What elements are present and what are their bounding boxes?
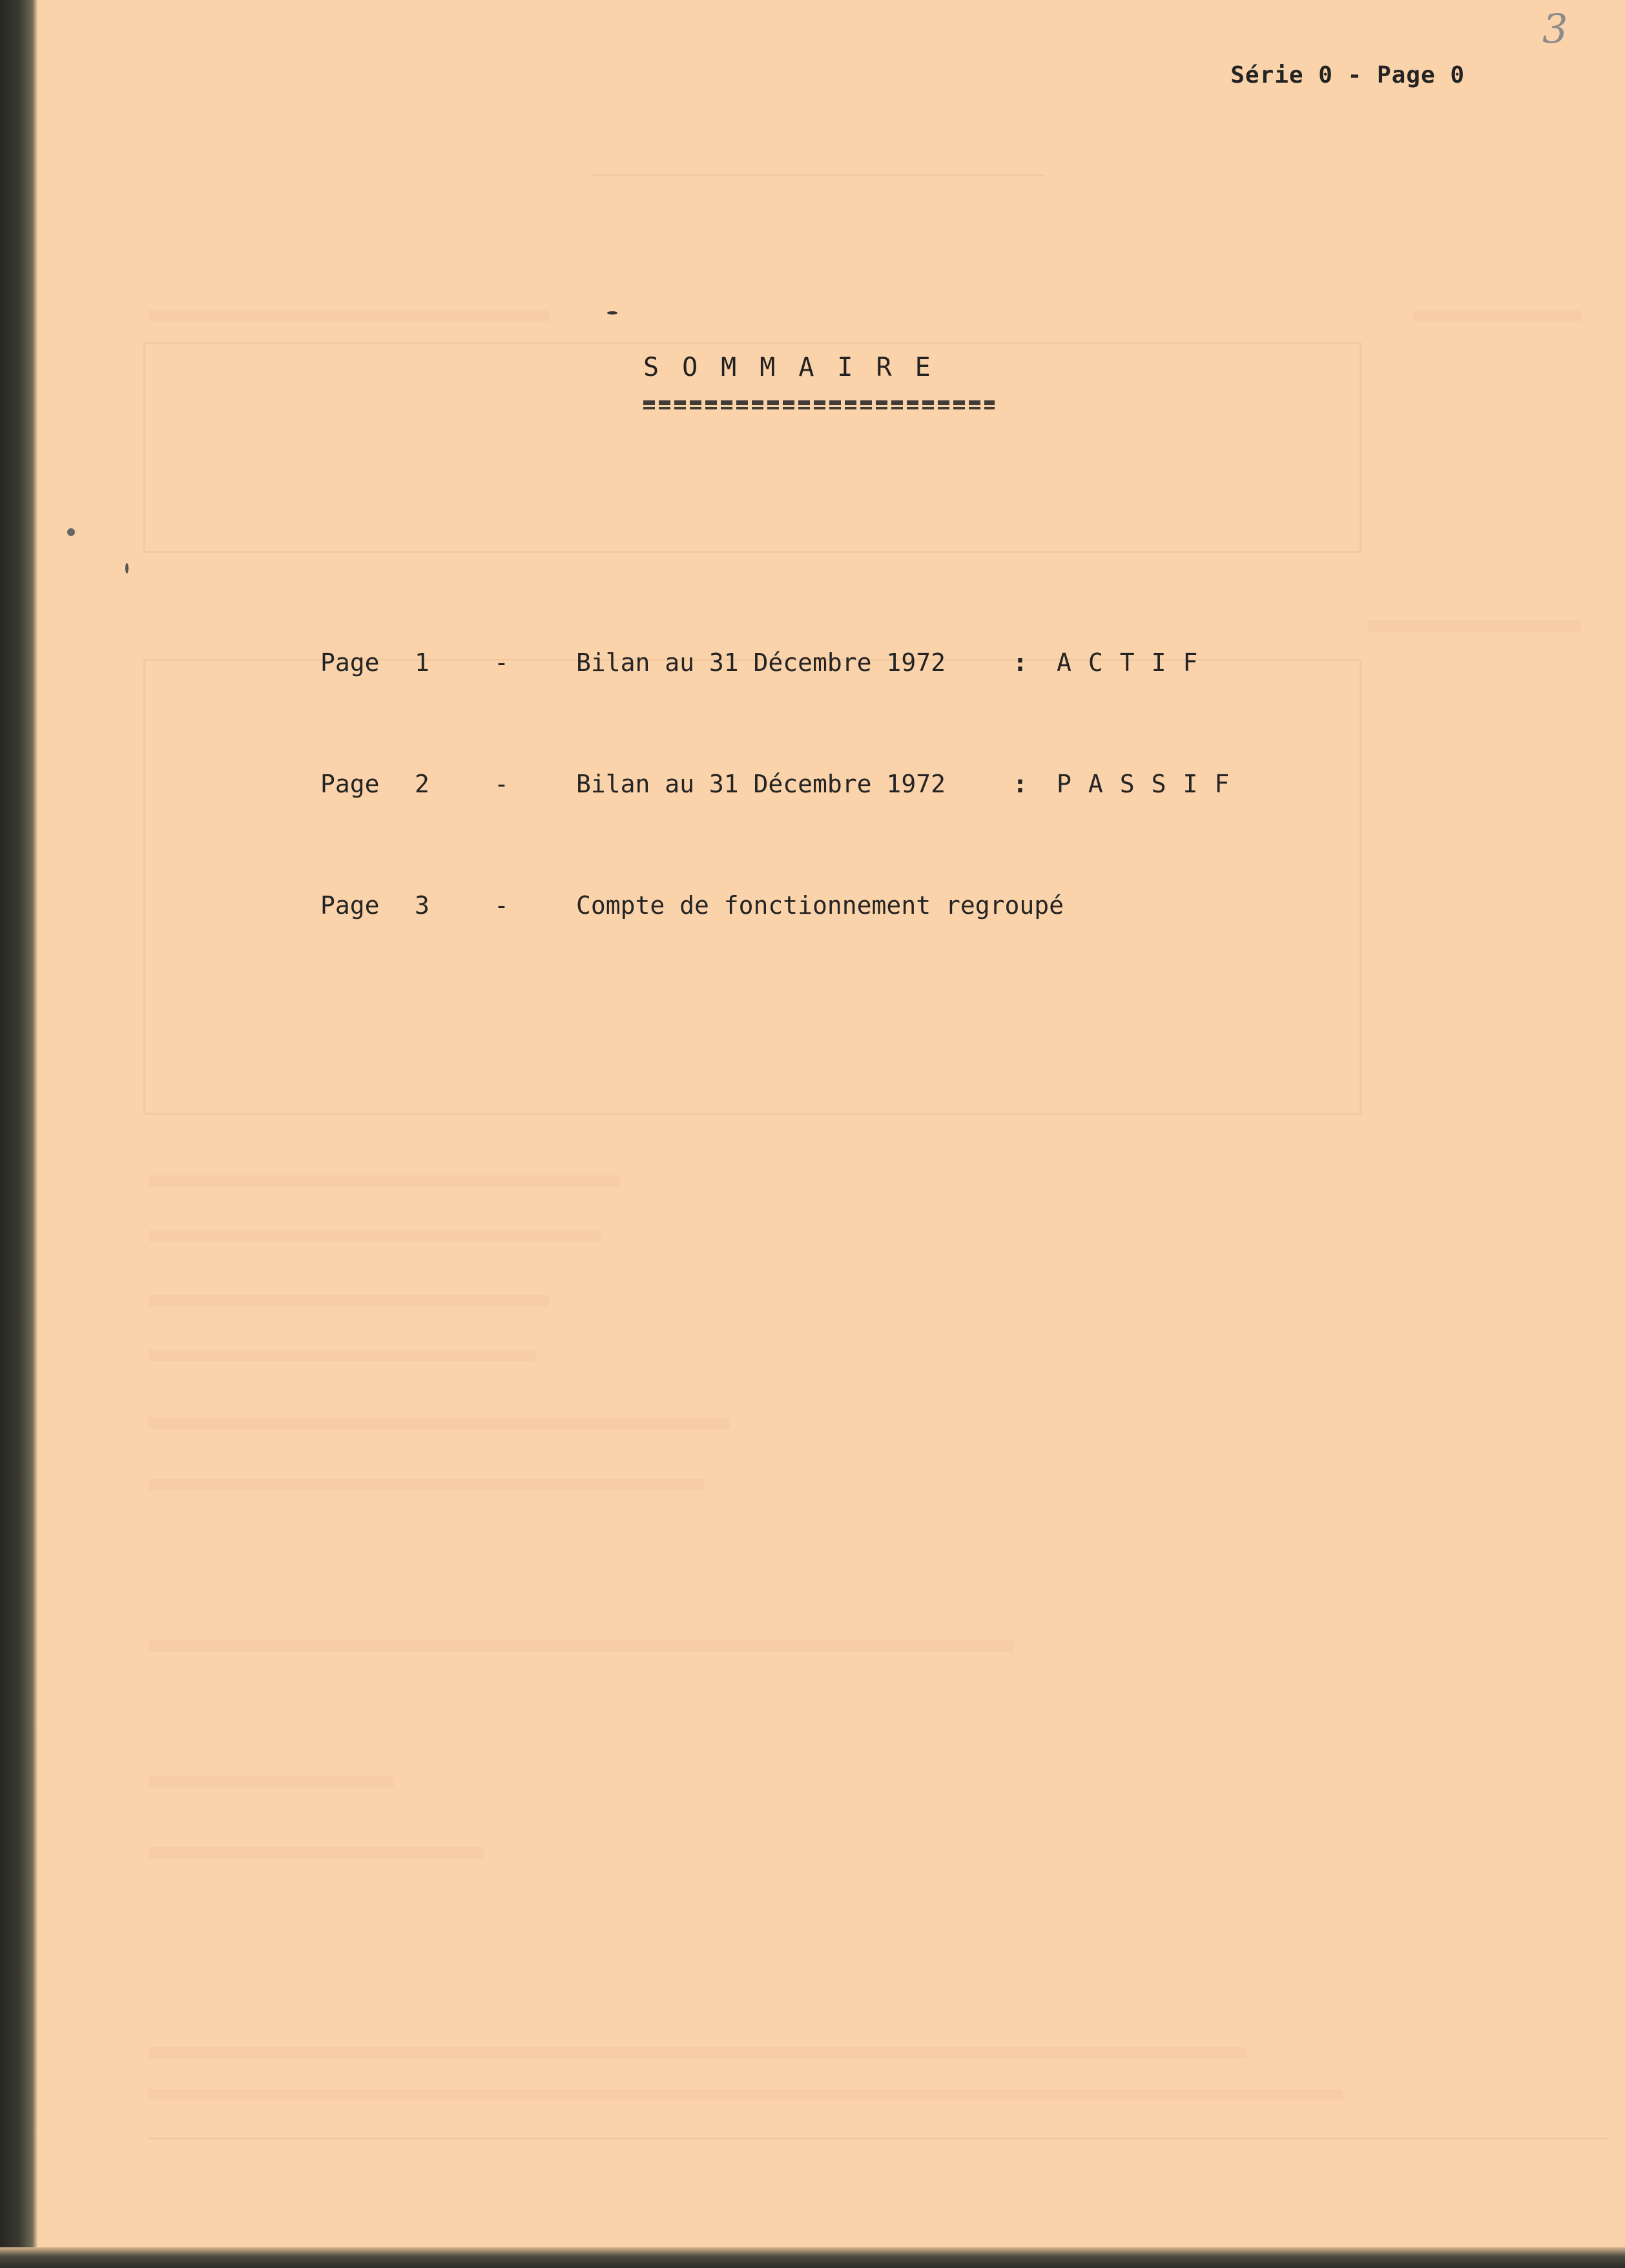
toc-colon: : <box>1013 770 1028 798</box>
show-through-line <box>149 1175 620 1187</box>
show-through-line <box>149 1295 549 1306</box>
series-page-label: Série 0 - Page 0 <box>1230 62 1465 88</box>
show-through-table-2 <box>143 659 1361 1115</box>
show-through-line <box>149 310 549 322</box>
show-through-line <box>149 1418 730 1429</box>
show-through-line <box>149 1350 536 1361</box>
show-through-line <box>149 1776 394 1788</box>
show-through-line <box>149 1847 484 1859</box>
scan-bottom-edge <box>0 2247 1625 2268</box>
scan-left-edge <box>0 0 37 2268</box>
toc-balance-side: PASSIF <box>1057 770 1247 798</box>
ink-speck <box>125 563 129 573</box>
title-underline <box>643 400 995 409</box>
show-through-rule <box>149 2138 1608 2139</box>
ink-speck <box>607 311 617 314</box>
toc-entry-actif <box>0 648 1625 681</box>
toc-page-label: Page <box>320 891 380 920</box>
toc-page-label: Page <box>320 770 380 798</box>
show-through-line <box>1413 310 1581 322</box>
toc-dash: - <box>494 648 509 677</box>
document-page <box>37 0 1625 2247</box>
archive-number-annotation: 3 <box>1542 5 1568 52</box>
show-through-line <box>149 2089 1343 2101</box>
toc-page-number: 2 <box>415 770 430 798</box>
ink-speck <box>67 528 75 536</box>
toc-page-label: Page <box>320 648 380 677</box>
toc-description: Bilan au 31 Décembre 1972 <box>576 648 946 677</box>
toc-dash: - <box>494 770 509 798</box>
show-through-line <box>149 1640 1014 1652</box>
page-title: SOMMAIRE <box>643 353 954 382</box>
toc-entry-fonctionnement <box>0 891 1625 923</box>
toc-page-number: 3 <box>415 891 430 920</box>
toc-page-number: 1 <box>415 648 430 677</box>
show-through-line <box>149 1479 704 1490</box>
toc-dash: - <box>494 891 509 920</box>
show-through-line <box>149 1230 601 1242</box>
toc-entry-passif <box>0 770 1625 802</box>
show-through-line <box>1368 620 1581 632</box>
toc-description: Bilan au 31 Décembre 1972 <box>576 770 946 798</box>
toc-balance-side: ACTIF <box>1057 648 1215 677</box>
show-through-rule <box>593 174 1045 176</box>
toc-colon: : <box>1013 648 1028 677</box>
show-through-line <box>149 2047 1247 2059</box>
toc-description: Compte de fonctionnement regroupé <box>576 891 1064 920</box>
